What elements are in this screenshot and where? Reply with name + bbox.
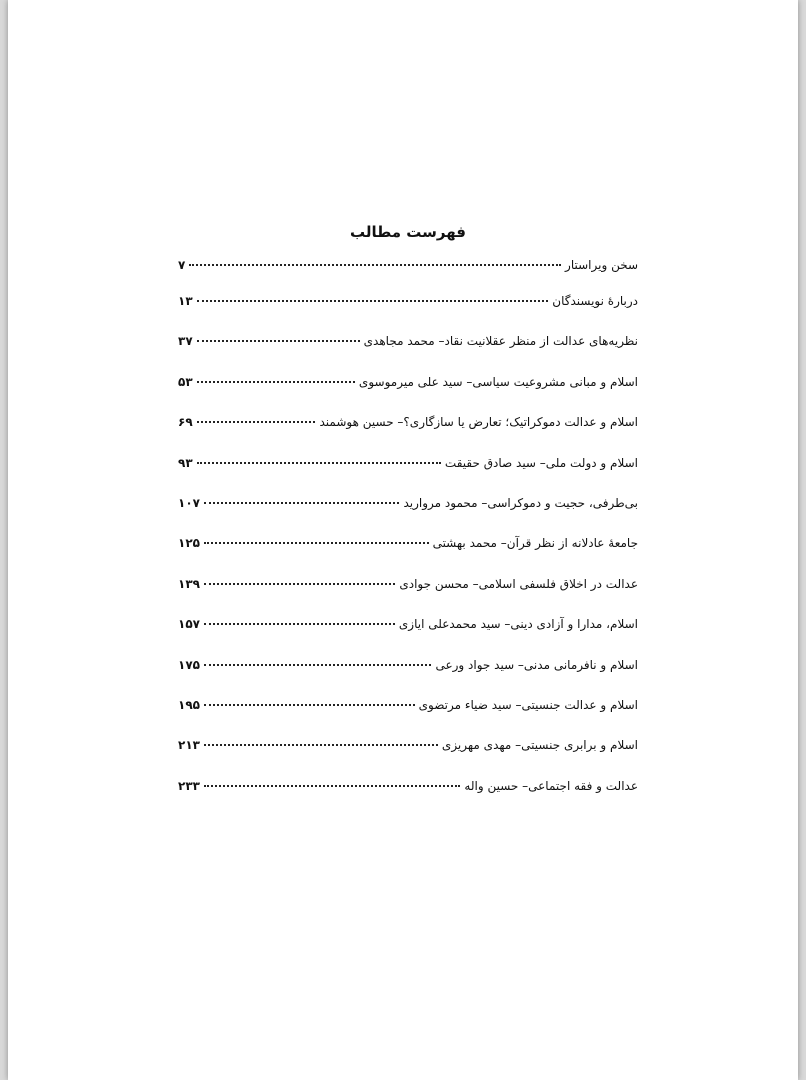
dot-leader [197, 461, 441, 464]
dot-leader [204, 784, 460, 787]
toc-entry-page: ۹۳ [178, 455, 193, 470]
toc-entry-page: ۱۳ [178, 294, 193, 308]
toc-entry-title: اسلام و دولت ملی– سید صادق حقیقت [444, 455, 638, 470]
toc-entry-title: اسلام و نافرمانی مدنی– سید جواد ورعی [435, 657, 638, 672]
toc-entry-page: ۱۵۷ [178, 617, 200, 632]
dot-leader [204, 743, 438, 746]
dot-leader [197, 420, 316, 423]
dot-leader [189, 263, 561, 266]
toc-entry-page: ۷ [178, 258, 186, 272]
toc-entry-title: اسلام و عدالت دموکراتیک؛ تعارض یا سازگاری؟– حسین هوشمند [319, 415, 638, 430]
toc-entry-title: اسلام و برابری جنسیتی– مهدی مهریزی [441, 738, 638, 753]
toc-entry-title: اسلام، مدارا و آزادی دینی– سید محمدعلی ایازی [398, 617, 638, 632]
toc-entry [178, 779, 638, 819]
toc-title: فهرست مطالب [350, 223, 466, 241]
toc-entry-title: اسلام و عدالت جنسیتی– سید ضیاء مرتضوی [418, 697, 638, 712]
toc-entry-page: ۵۳ [178, 374, 193, 389]
toc-entry-page: ۱۷۵ [178, 657, 200, 672]
toc-entry-title: عدالت در اخلاق فلسفی اسلامی– محسن جوادی [399, 576, 638, 591]
toc-entry-page: ۳۷ [178, 334, 193, 349]
toc-entry-page: ۶۹ [178, 415, 193, 430]
toc-entry [178, 698, 638, 738]
toc-entry-title: بی‌طرفی، حجیت و دموکراسی– محمود مروارید [403, 495, 638, 510]
toc-entry [178, 617, 638, 657]
toc-entry [178, 496, 638, 536]
dot-leader [204, 663, 431, 666]
dot-leader [204, 582, 395, 585]
dot-leader [197, 299, 549, 302]
toc-entry-page: ۱۳۹ [178, 576, 200, 591]
dot-leader [204, 703, 415, 706]
toc-list [178, 258, 638, 819]
toc-entry-title: نظریه‌های عدالت از منظر عقلانیت نقاد– محمد مجاهدی [363, 334, 638, 349]
toc-entry-title: جامعهٔ عادلانه از نظر قرآن– محمد بهشتی [432, 536, 638, 551]
toc-entry-title: دربارهٔ نویسندگان [552, 294, 638, 308]
toc-entry [178, 577, 638, 617]
dot-leader [204, 501, 399, 504]
toc-entry [178, 334, 638, 374]
toc-entry [178, 536, 638, 576]
toc-entry [178, 294, 638, 334]
toc-entry-title: سخن ویراستار [565, 258, 638, 272]
dot-leader [197, 339, 360, 342]
dot-leader [197, 380, 355, 383]
toc-entry [178, 258, 638, 294]
toc-entry [178, 738, 638, 778]
toc-entry [178, 415, 638, 455]
table-of-contents [178, 220, 638, 819]
dot-leader [204, 622, 395, 625]
toc-entry [178, 658, 638, 698]
document-page [8, 0, 798, 1080]
dot-leader [204, 541, 429, 544]
toc-entry-page: ۱۹۵ [178, 697, 200, 712]
toc-entry-title: اسلام و مبانی مشروعیت سیاسی– سید علی میرموسوی [358, 374, 638, 389]
toc-entry-page: ۱۰۷ [178, 495, 200, 510]
toc-entry [178, 456, 638, 496]
toc-entry [178, 375, 638, 415]
toc-entry-page: ۲۱۳ [178, 738, 200, 753]
toc-entry-page: ۱۲۵ [178, 536, 200, 551]
toc-entry-page: ۲۳۳ [178, 778, 200, 793]
toc-entry-title: عدالت و فقه اجتماعی– حسین واله [464, 778, 638, 793]
